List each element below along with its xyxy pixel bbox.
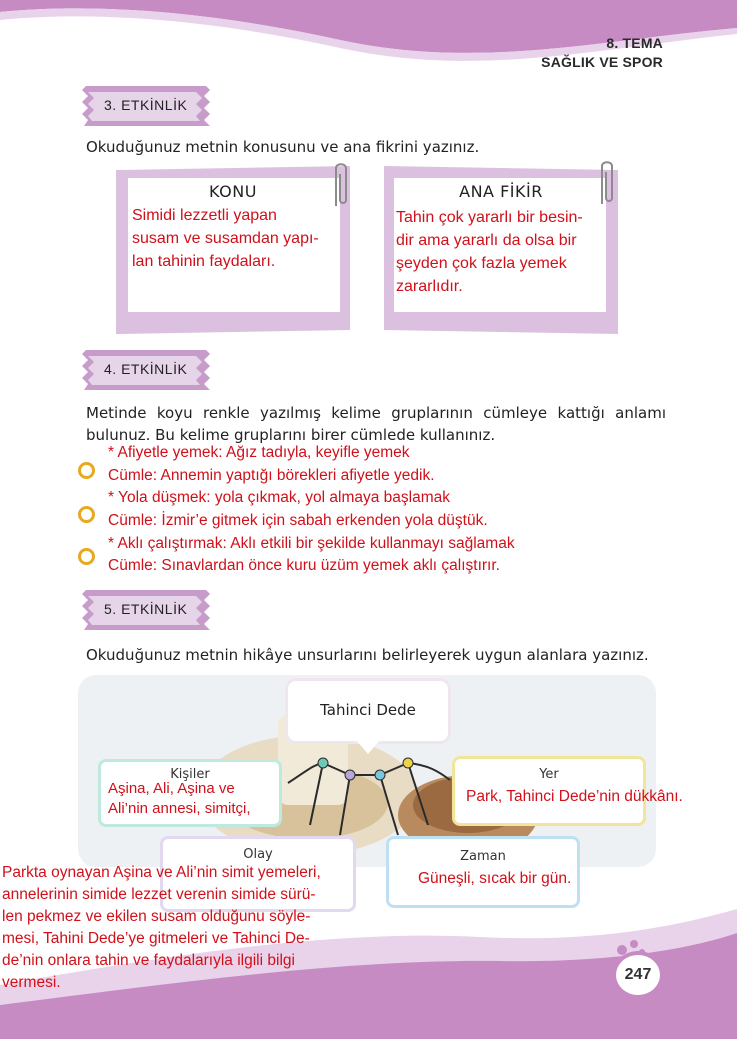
olay-answer-line: mesi, Tahini Dede’ye gitmeleri ve Tahinci De- [2,930,310,947]
olay-label: Olay [243,847,273,862]
sentence-3: Cümle: Sınavlardan önce kuru üzüm yemek aklı çalıştırır. [108,557,500,574]
sentence-2: Cümle: İzmir’e gitmek için sabah erkenden yola düştük. [108,512,488,529]
konu-answer-line: Simidi lezzetli yapan [132,207,277,224]
zaman-answer: Güneşli, sıcak bir gün. [418,870,572,887]
theme-heading [541,34,663,72]
meaning-3: * Aklı çalıştırmak: Aklı etkili bir şekilde kullanmayı sağlamak [108,535,515,552]
ana-fikir-answer-line: Tahin çok yararlı bir besin- [396,209,583,226]
activity-5-tag [82,590,212,630]
kisiler-answer-line: Aşina, Ali, Aşina ve [108,780,235,797]
olay-answer-line: de’nin onlara tahin ve faydalarıyla ilgili bilgi [2,952,295,969]
konu-title: KONU [209,182,257,201]
bullet-ring-icon [78,462,95,479]
olay-answer [2,862,321,994]
bullet-ring-icon [78,506,95,523]
activity-3-instruction: Okuduğunuz metnin konusunu ve ana fikrini yazınız. [86,138,480,156]
activity-3-tag-label: 3. ETKİNLİK [104,97,188,113]
paperclip-icon [330,160,352,208]
bullet-ring-icon [78,548,95,565]
ana-fikir-title: ANA FİKİR [459,182,543,201]
sentence-1: Cümle: Annemin yaptığı börekleri afiyetle yedik. [108,467,435,484]
callout-pointer-icon [356,740,380,754]
konu-answer-line: susam ve susamdan yapı- [132,230,319,247]
olay-answer-line: Parkta oynayan Aşina ve Ali’nin simit yemeleri, [2,864,321,881]
activity-4-tag [82,350,212,390]
meaning-2: * Yola düşmek: yola çıkmak, yol almaya başlamak [108,489,451,506]
activity-3-tag [82,86,212,126]
kisiler-answer-line: Ali’nin annesi, simitçi, [108,800,251,817]
yer-answer: Park, Tahinci Dede’nin dükkânı. [466,788,683,805]
konu-answer-line: lan tahinin faydaları. [132,253,276,270]
story-center-title: Tahinci Dede [320,701,416,719]
activity-5-instruction: Okuduğunuz metnin hikâye unsurlarını belirleyerek uygun alanlara yazınız. [86,646,649,664]
ana-fikir-answer-line: şeyden çok fazla yemek [396,255,567,272]
activity-4-tag-label: 4. ETKİNLİK [104,361,188,377]
paperclip-icon [596,158,618,206]
olay-answer-line: vermesi. [2,974,61,991]
activity-4-instruction: Metinde koyu renkle yazılmış kelime gruplarının cümleye kattığı anlamı bulunuz. Bu kelime gruplarını birer cümlede kullanınız. [86,404,666,444]
page-number: 247 [612,951,664,999]
ana-fikir-answer-line: dir ama yararlı da olsa bir [396,232,577,249]
story-center-card [288,681,448,741]
yer-label: Yer [539,767,559,782]
konu-answer [132,204,319,273]
konu-note [116,168,350,332]
ana-fikir-answer-line: zararlıdır. [396,278,463,295]
theme-number: 8. TEMA [606,35,663,51]
ana-fikir-note [384,168,618,332]
kisiler-answer [108,779,251,819]
theme-title: SAĞLIK VE SPOR [541,54,663,70]
olay-answer-line: annelerinin simide lezzet verenin simide sürü- [2,886,316,903]
zaman-label: Zaman [460,849,506,864]
kisiler-label: Kişiler [170,767,210,782]
olay-answer-line: len pekmez ve ekilen susam olduğunu söyle- [2,908,311,925]
activity-5-tag-label: 5. ETKİNLİK [104,601,188,617]
meaning-1: * Afiyetle yemek: Ağız tadıyla, keyifle yemek [108,444,410,461]
ana-fikir-answer [396,206,583,298]
